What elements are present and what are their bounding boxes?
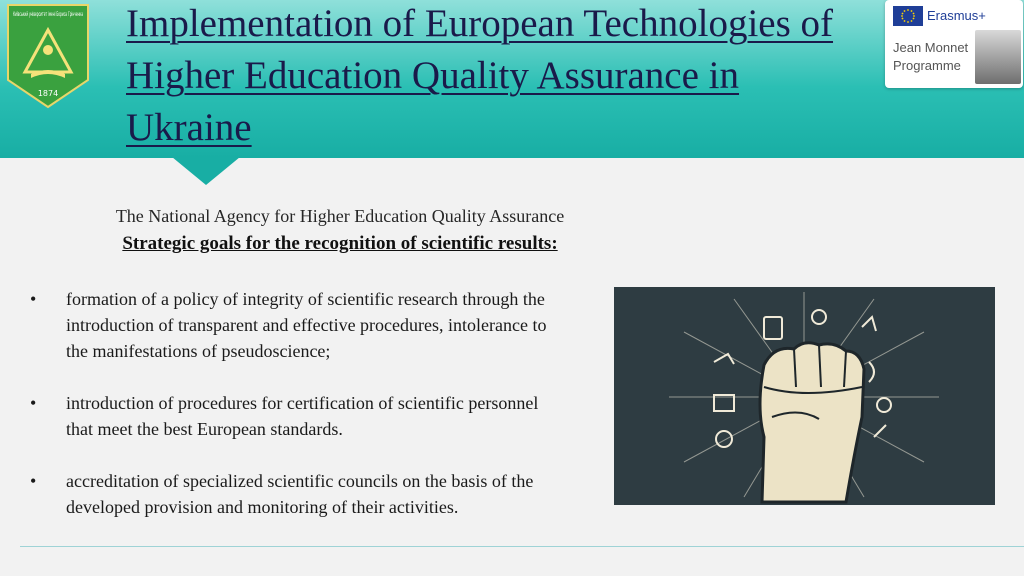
bullet-line: the manifestations of pseudoscience; (66, 341, 331, 361)
programme-line1: Jean Monnet (893, 40, 969, 55)
footer-divider (20, 546, 1024, 547)
bullet-line: formation of a policy of integrity of scientific research through the (66, 289, 545, 309)
programme-line2: Programme (893, 58, 961, 73)
bullet-line: accreditation of specialized scientific councils on the basis of the (66, 471, 534, 491)
eu-flag-icon (893, 6, 923, 26)
erasmus-jean-monnet-logo (885, 0, 1023, 88)
bullet-line: introduction of procedures for certification of scientific personnel (66, 393, 539, 413)
agency-name: The National Agency for Higher Education Quality Assurance (115, 206, 565, 226)
bullet-line: developed provision and monitoring of their activities. (66, 497, 459, 517)
portrait-photo (975, 30, 1021, 84)
bullet-line: introduction of transparent and effective procedures, intolerance to (66, 315, 547, 335)
university-logo-text: Київський університет імені Бориса Грінченка (13, 11, 84, 18)
university-logo (5, 2, 91, 110)
bullet-icon: • (30, 393, 37, 413)
bullet-icon: • (30, 289, 37, 309)
list-item (30, 390, 615, 442)
header-notch (172, 157, 240, 185)
raised-fist-illustration (614, 287, 995, 505)
list-item (30, 286, 615, 364)
erasmus-label: Erasmus+ (927, 8, 986, 23)
bullet-icon: • (30, 471, 37, 491)
university-logo-year: 1874 (37, 89, 59, 98)
list-item (30, 468, 615, 520)
bullet-line: that meet the best European standards. (66, 419, 343, 439)
goals-list (30, 286, 615, 546)
goals-heading: Strategic goals for the recognition of scientific results: (122, 233, 558, 254)
page-title: Implementation of European Technologies of Higher Education Quality Assurance in Ukraine (126, 2, 834, 149)
